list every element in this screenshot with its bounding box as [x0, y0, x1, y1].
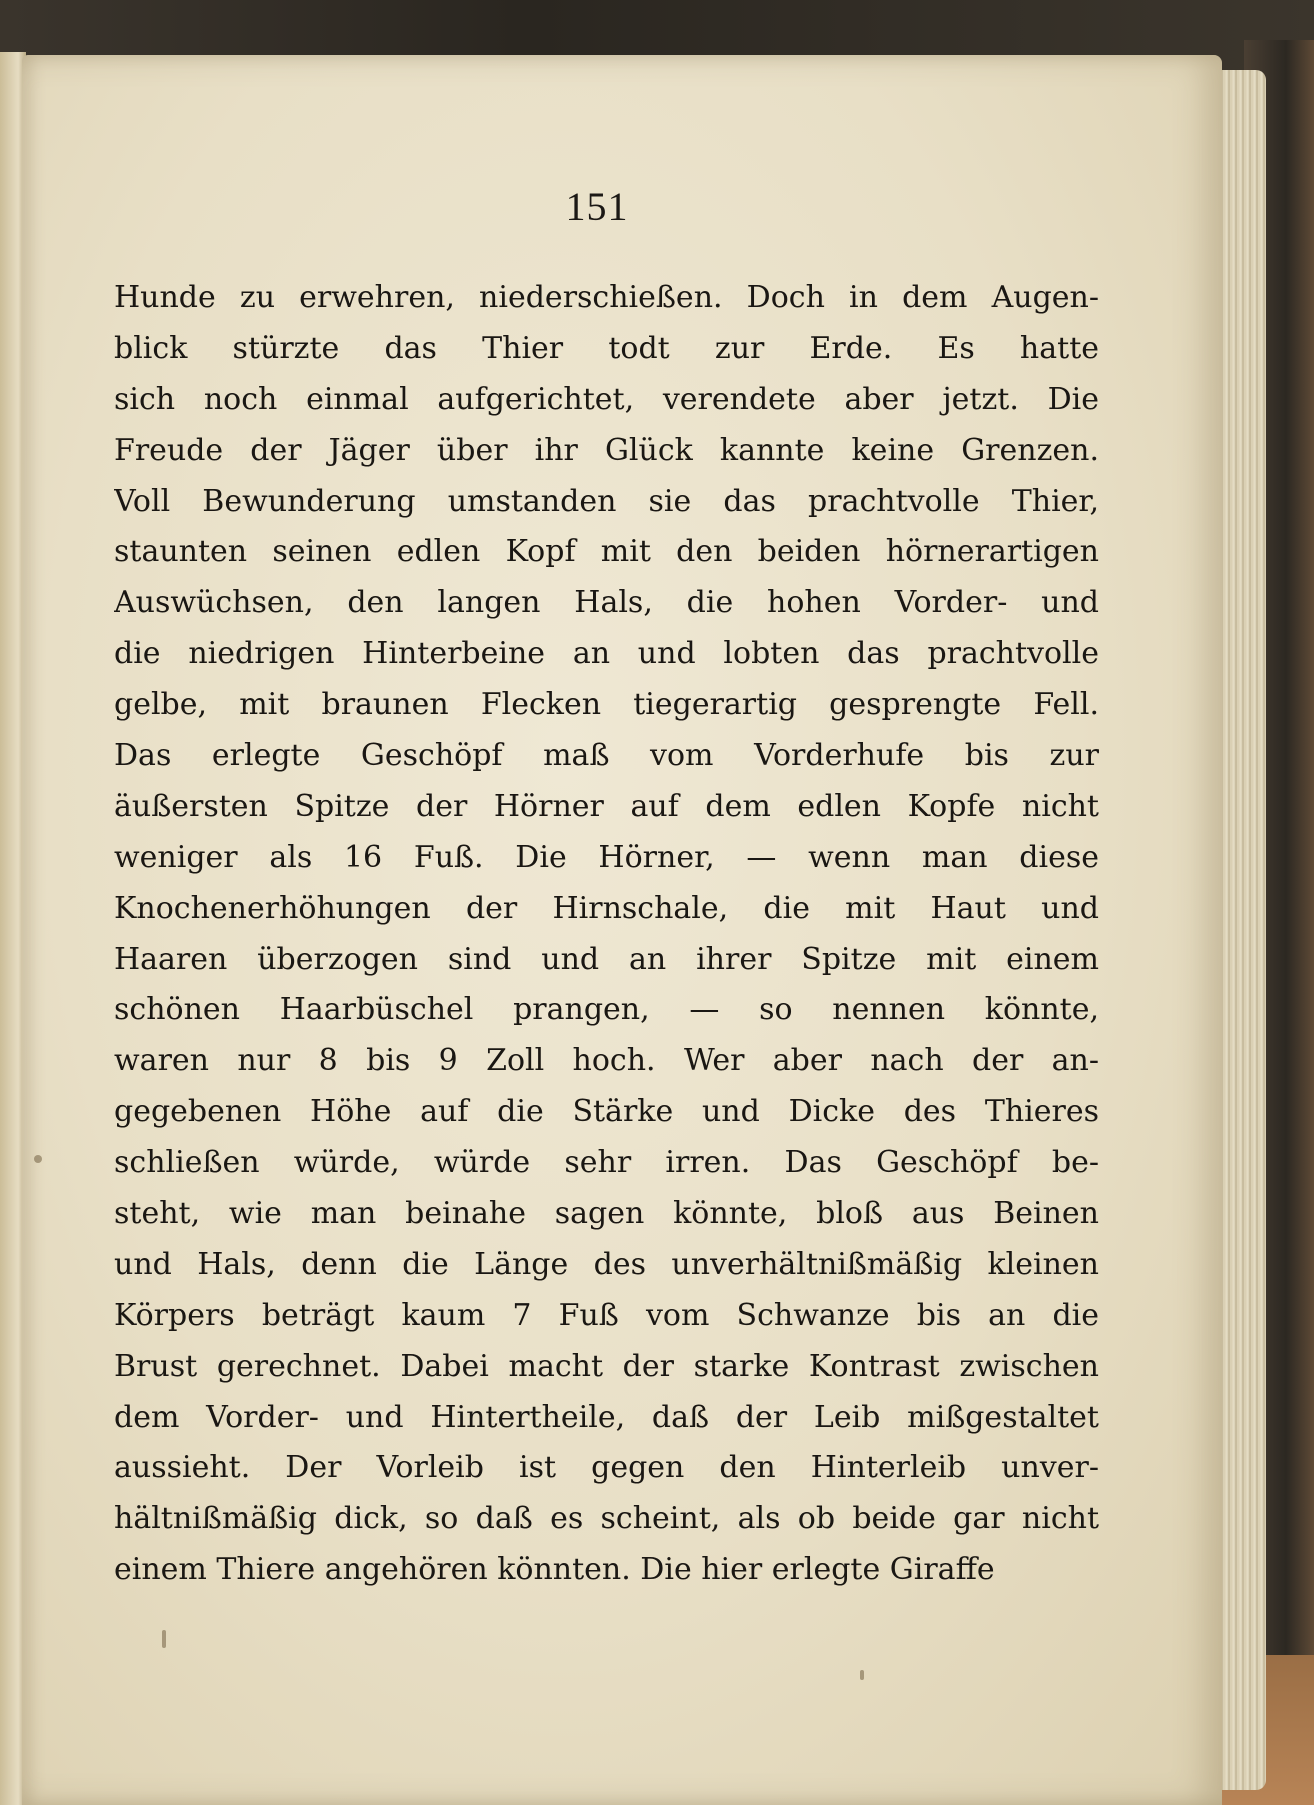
text-line: Hunde zu erwehren, niederschießen. Doch in dem Augen-: [114, 280, 1099, 315]
text-line: schönen Haarbüschel prangen, — so nennen könnte,: [114, 992, 1099, 1028]
text-line: Das erlegte Geschöpf maß vom Vorderhufe bis zur: [114, 738, 1099, 774]
text-line: Haaren überzogen sind und an ihrer Spitze mit einem: [114, 941, 1099, 977]
text-line: aussieht. Der Vorleib ist gegen den Hinterleib unver-: [114, 1450, 1099, 1486]
text-line: und Hals, denn die Länge des unverhältnißmäßig kleinen: [114, 1246, 1099, 1282]
text-line: weniger als 16 Fuß. Die Hörner, — wenn man diese: [114, 839, 1099, 875]
text-line: sich noch einmal aufgerichtet, verendete aber jetzt. Die: [114, 381, 1099, 417]
paper-stain: [860, 1670, 864, 1680]
book-page: [22, 55, 1222, 1805]
text-line: Auswüchsen, den langen Hals, die hohen Vorder- und: [114, 585, 1099, 621]
text-line: Knochenerhöhungen der Hirnschale, die mit Haut und: [114, 890, 1099, 926]
text-line: einem Thiere angehören könnten. Die hier erlegte Giraffe: [114, 1552, 995, 1588]
text-line: gegebenen Höhe auf die Stärke und Dicke des Thieres: [114, 1094, 1099, 1130]
page-number: 151: [565, 184, 629, 229]
text-line: staunten seinen edlen Kopf mit den beiden hörnerartigen: [114, 534, 1099, 570]
text-line: gelbe, mit braunen Flecken tiegerartig gesprengte Fell.: [114, 687, 1099, 723]
paper-stain: [34, 1155, 42, 1163]
text-line: steht, wie man beinahe sagen könnte, bloß aus Beinen: [114, 1196, 1099, 1232]
text-line: dem Vorder- und Hintertheile, daß der Leib mißgestaltet: [114, 1399, 1099, 1435]
text-line: waren nur 8 bis 9 Zoll hoch. Wer aber nach der an-: [114, 1043, 1099, 1079]
text-line: die niedrigen Hinterbeine an und lobten das prachtvolle: [114, 636, 1099, 672]
text-line: Körpers beträgt kaum 7 Fuß vom Schwanze bis an die: [114, 1297, 1099, 1333]
text-line: Voll Bewunderung umstanden sie das prachtvolle Thier,: [114, 483, 1099, 519]
text-line: schließen würde, würde sehr irren. Das Geschöpf be-: [114, 1145, 1099, 1181]
text-line: blick stürzte das Thier todt zur Erde. Es hatte: [114, 330, 1099, 366]
text-line: hältnißmäßig dick, so daß es scheint, als ob beide gar nicht: [114, 1501, 1099, 1537]
paper-stain: [162, 1630, 166, 1648]
text-line: Brust gerechnet. Dabei macht der starke Kontrast zwischen: [114, 1348, 1099, 1384]
text-line: Freude der Jäger über ihr Glück kannte keine Grenzen.: [114, 432, 1099, 468]
text-line: äußersten Spitze der Hörner auf dem edlen Kopfe nicht: [114, 788, 1099, 824]
page-body-text: [114, 273, 1099, 1596]
